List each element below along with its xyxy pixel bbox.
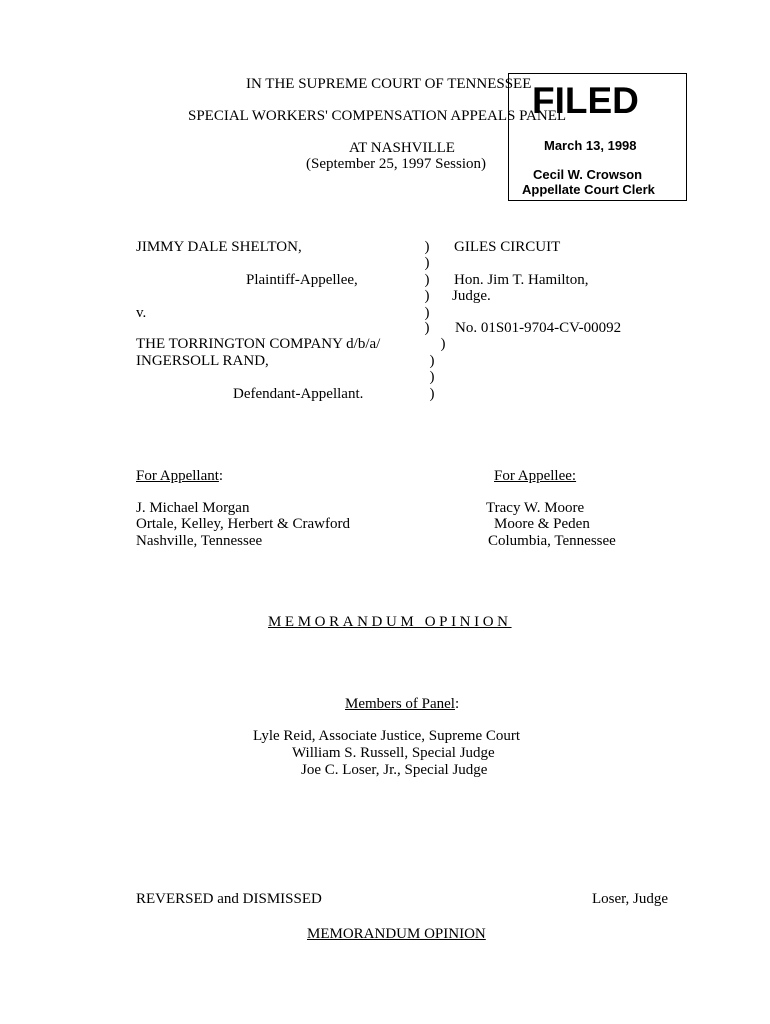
caption-paren: ) (424, 239, 430, 255)
defendant-name-line1: THE TORRINGTON COMPANY d/b/a/ (136, 336, 381, 352)
court-heading: IN THE SUPREME COURT OF TENNESSEE (246, 76, 532, 92)
panel-heading: SPECIAL WORKERS' COMPENSATION APPEALS PANEL (188, 108, 567, 124)
trial-judge-line2: Judge. (452, 288, 491, 304)
panel-member: Joe C. Loser, Jr., Special Judge (301, 762, 488, 778)
trial-court: GILES CIRCUIT (454, 239, 561, 255)
caption-paren: ) (424, 288, 430, 304)
appellant-heading (136, 468, 223, 485)
caption-paren: ) (424, 305, 430, 321)
caption-paren: ) (429, 386, 435, 402)
appellee-firm: Moore & Peden (494, 516, 590, 532)
caption-paren: ) (440, 336, 446, 352)
stamp-clerk-name: Cecil W. Crowson (533, 167, 643, 182)
caption-paren: ) (429, 369, 435, 385)
appellant-firm: Ortale, Kelley, Herbert & Crawford (136, 516, 350, 532)
opinion-title-footer: MEMORANDUM OPINION (307, 926, 486, 942)
session-heading: (September 25, 1997 Session) (306, 156, 486, 172)
appellant-attorney: J. Michael Morgan (136, 500, 250, 516)
panel-member: Lyle Reid, Associate Justice, Supreme Court (253, 728, 521, 744)
stamp-clerk-title: Appellate Court Clerk (522, 182, 655, 197)
appellant-heading-text: For Appellant (136, 468, 219, 484)
opinion-title: MEMORANDUM OPINION (268, 614, 512, 630)
docket-number: No. 01S01-9704-CV-00092 (455, 320, 622, 336)
plaintiff-role: Plaintiff-Appellee, (246, 272, 358, 288)
versus: v. (136, 305, 147, 321)
appellee-city: Columbia, Tennessee (488, 533, 616, 549)
stamp-date: March 13, 1998 (544, 138, 637, 153)
panel-heading-colon: : (454, 696, 460, 712)
trial-judge-line1: Hon. Jim T. Hamilton, (454, 272, 589, 288)
caption-paren: ) (424, 320, 430, 336)
panel-member: William S. Russell, Special Judge (292, 745, 495, 761)
plaintiff-name: JIMMY DALE SHELTON, (136, 239, 302, 255)
panel-heading-block (345, 696, 459, 713)
caption-paren: ) (424, 272, 430, 288)
opinion-author: Loser, Judge (592, 891, 669, 907)
caption-paren: ) (424, 255, 430, 271)
caption-paren: ) (429, 353, 435, 369)
location-heading: AT NASHVILLE (349, 140, 455, 156)
disposition: REVERSED and DISMISSED (136, 891, 322, 907)
stamp-filed-label: FILED (532, 80, 639, 121)
appellant-city: Nashville, Tennessee (136, 533, 263, 549)
defendant-name-line2: INGERSOLL RAND, (136, 353, 269, 369)
appellee-attorney: Tracy W. Moore (486, 500, 585, 516)
appellant-heading-colon: : (218, 468, 224, 484)
defendant-role: Defendant-Appellant. (233, 386, 364, 402)
panel-heading-text: Members of Panel (345, 696, 455, 712)
appellee-heading: For Appellee: (494, 468, 577, 484)
